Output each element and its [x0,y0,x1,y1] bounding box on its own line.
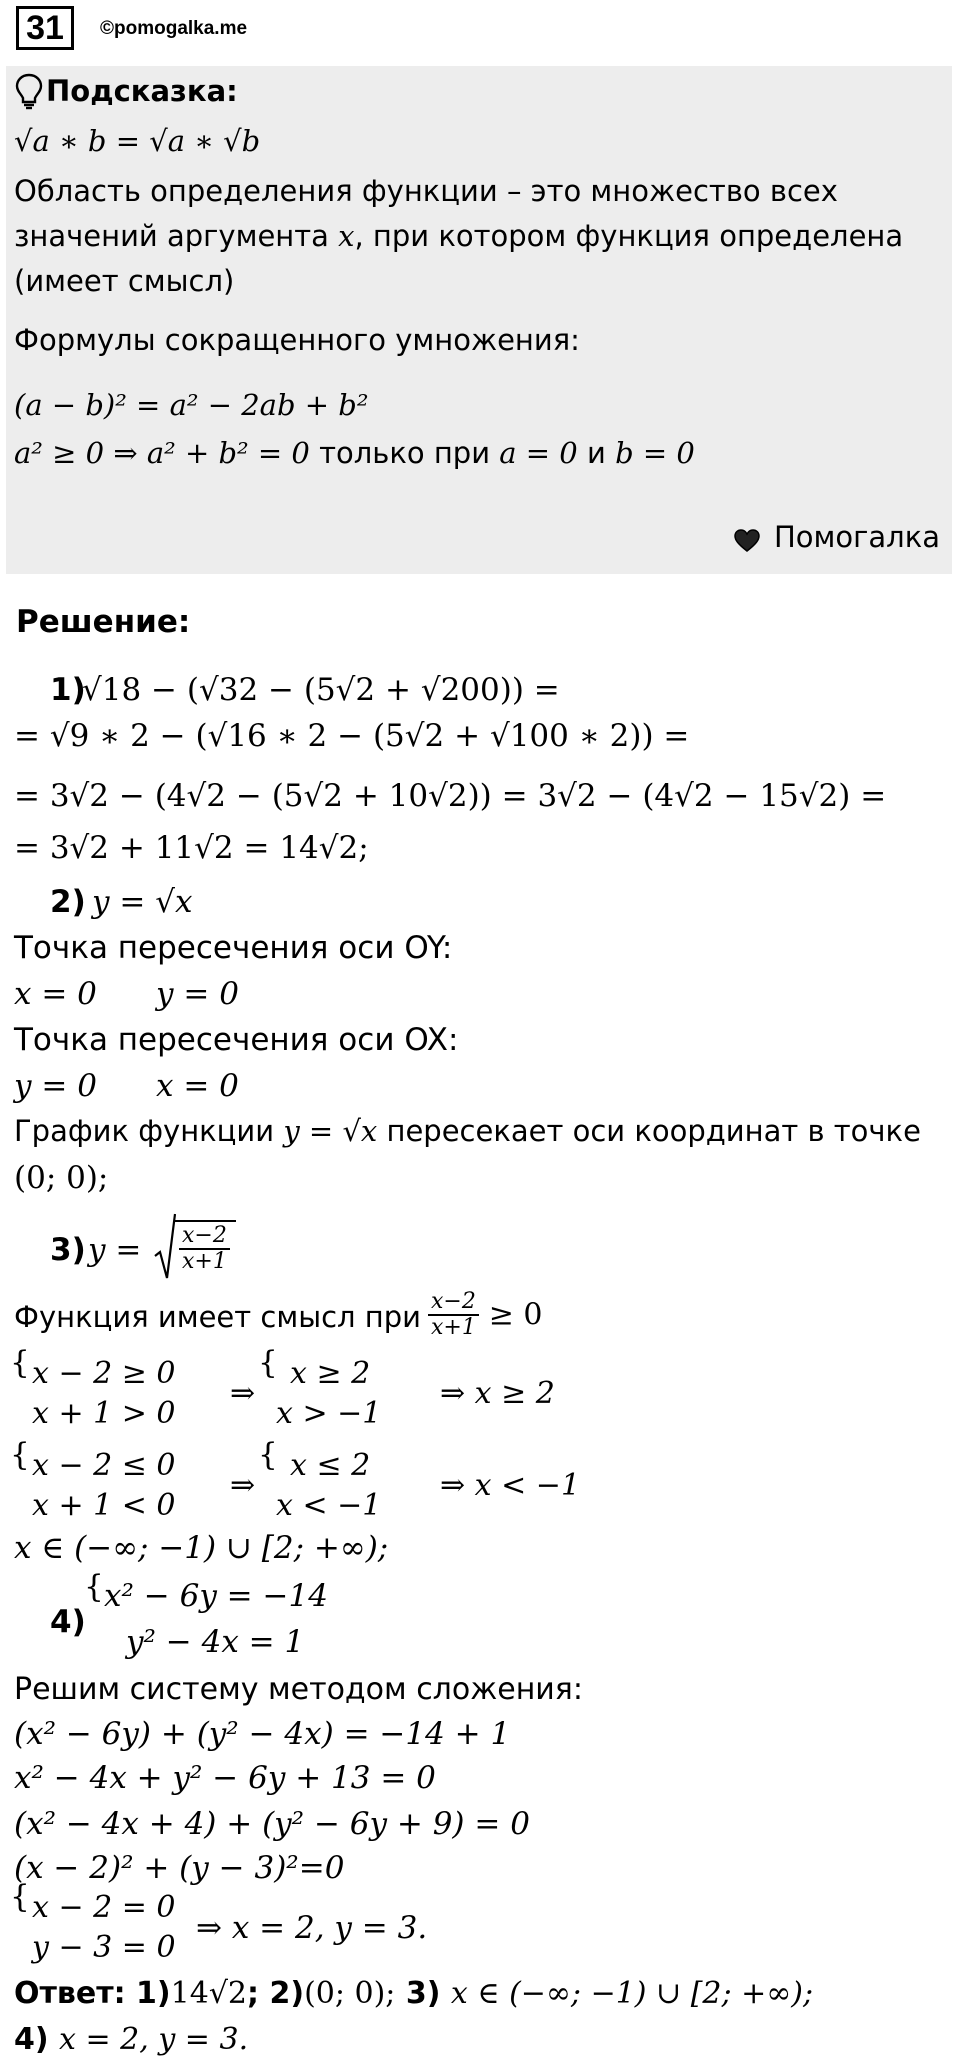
sys1-res2: x > −1 [276,1396,382,1431]
nonneg-formula: a² ≥ 0 ⇒ a² + b² = 0 только при a = 0 и b = 0 [14,436,695,470]
brace-icon: { [84,1569,104,1605]
intersection-point: (0; 0); [14,1160,109,1196]
part4-line1: (x² − 6y) + (y² − 4x) = −14 + 1 [14,1716,511,1752]
ox-x: x = 0 [156,1068,239,1104]
part4-line3: (x² − 4x + 4) + (y² − 6y + 9) = 0 [14,1806,530,1842]
part4-line2: x² − 4x + y² − 6y + 13 = 0 [14,1760,436,1796]
graph-text: График функции y = √x пересекает оси координат в точке [14,1114,921,1148]
oy-y: y = 0 [156,976,239,1012]
part4-method: Решим систему методом сложения: [14,1672,583,1707]
part3-meaning: Функция имеет смысл при [14,1300,422,1334]
sys1-res1: x ≥ 2 [290,1356,371,1391]
domain-text-line2: значений аргумента x, при котором функция определена [14,219,904,253]
brace-icon: { [258,1437,278,1473]
part4-eq1: x² − 6y = −14 [104,1578,328,1614]
part1-line1: √18 − (√32 − (5√2 + √200)) = [82,672,560,708]
answer-line2: 4) x = 2, y = 3. [14,2022,249,2057]
sys1-eq1: x − 2 ≥ 0 [32,1356,176,1391]
part2-formula: y = √x [92,884,193,920]
part3-label: 3) [50,1232,86,1268]
brace-icon: { [258,1345,278,1381]
task-number: 31 [16,6,74,50]
part1-line2: = √9 ∗ 2 − (√16 ∗ 2 − (5√2 + √100 ∗ 2)) = [14,718,690,754]
brace-icon: { [10,1879,30,1915]
hint-box [6,66,952,574]
part3-root-fraction: $\frac{x-2}{x+1}$ [154,1212,236,1282]
part4-eq2: y² − 4x = 1 [126,1624,305,1660]
sys2-result: ⇒ x < −1 [440,1468,581,1503]
ox-intersection-label: Точка пересечения оси OX: [14,1022,459,1058]
site-name: ©pomogalka.me [100,18,248,39]
root-formula: √a ∗ b = √a ∗ √b [14,124,261,158]
ox-y: y = 0 [14,1068,97,1104]
square-formula: (a − b)² = a² − 2ab + b² [14,388,369,422]
part1-line4: = 3√2 + 11√2 = 14√2; [14,830,369,866]
part3-meaning-fraction: $\frac{x-2}{x+1}$ ≥ 0 [428,1290,542,1340]
sys1-eq2: x + 1 > 0 [32,1396,176,1431]
brand-label: Помогалка [774,520,940,554]
part1-label: 1) [50,672,86,708]
formulas-title: Формулы сокращенного умножения: [14,323,580,357]
part4-line4: (x − 2)² + (y − 3)²=0 [14,1850,345,1886]
part3-y: y = [88,1232,142,1268]
part4-sys-eq1: x − 2 = 0 [32,1890,176,1925]
part4-result: ⇒ x = 2, y = 3. [196,1910,428,1946]
part2-label: 2) [50,884,86,920]
domain-text-line1: Область определения функции – это множество всех [14,174,838,208]
part4-label: 4) [50,1604,86,1640]
oy-x: x = 0 [14,976,97,1012]
heart-icon [734,526,760,560]
brace-icon: { [10,1437,30,1473]
brace-icon: { [10,1345,30,1381]
implies-sign: ⇒ [230,1376,256,1411]
sys2-eq2: x + 1 < 0 [32,1488,176,1523]
solution-title: Решение: [16,604,191,640]
oy-intersection-label: Точка пересечения оси OY: [14,930,453,966]
implies-sign: ⇒ [230,1468,256,1503]
answer-line1: Ответ: 1)14√2; 2)(0; 0); 3) x ∈ (−∞; −1) ∪ [2; +∞); [14,1976,814,2011]
part4-sys-eq2: y − 3 = 0 [32,1930,176,1965]
sys2-eq1: x − 2 ≤ 0 [32,1448,176,1483]
lightbulb-icon [14,72,44,117]
sys2-res2: x < −1 [276,1488,382,1523]
hint-title: Подсказка: [46,74,238,108]
part1-line3: = 3√2 − (4√2 − (5√2 + 10√2)) = 3√2 − (4√2 − 15√2) = [14,778,887,814]
domain-text-line3: (имеет смысл) [14,264,235,298]
sys1-result: ⇒ x ≥ 2 [440,1376,555,1411]
sys2-res1: x ≤ 2 [290,1448,371,1483]
part3-union: x ∈ (−∞; −1) ∪ [2; +∞); [14,1530,389,1566]
